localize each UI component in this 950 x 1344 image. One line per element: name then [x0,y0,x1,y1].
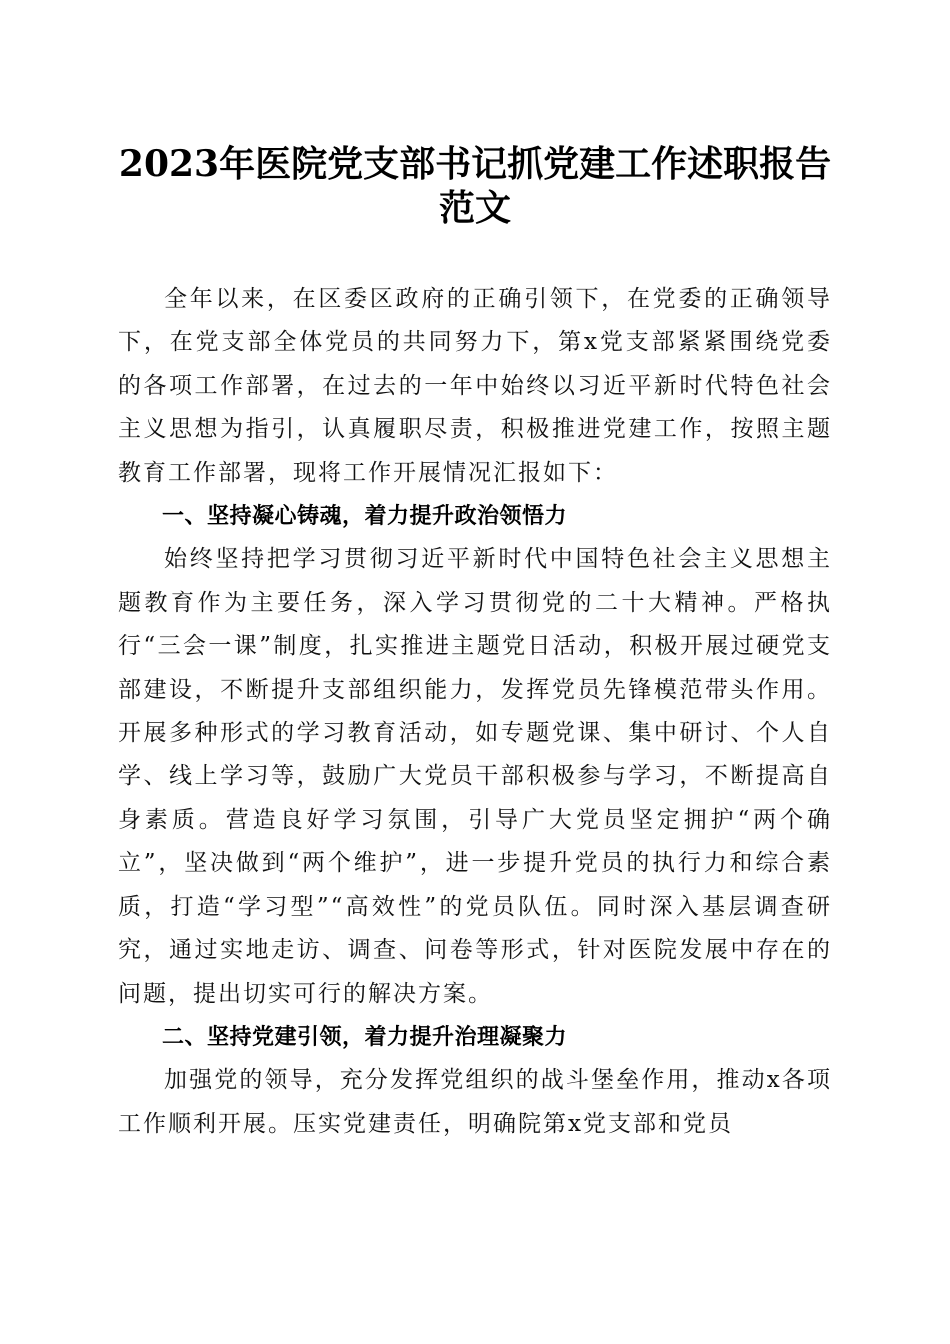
section2-paragraph: 加强党的领导，充分发挥党组织的战斗堡垒作用，推动x各项工作顺利开展。压实党建责任，明确院第x党支部和党员 [118,1067,832,1137]
intro-paragraph: 全年以来，在区委区政府的正确引领下，在党委的正确领导下，在党支部全体党员的共同努力下，第x党支部紧紧围绕党委的各项工作部署，在过去的一年中始终以习近平新时代特色社会主义思想为指引，认真履职尽责，积极推进党建工作，按照主题教育工作部署，现将工作开展情况汇报如下： [118,286,832,486]
section2-heading: 二、坚持党建引领，着力提升治理凝聚力 [162,1024,568,1050]
document-title-line2: 范文 [438,187,511,229]
document-title-line1: 2023年医院党支部书记抓党建工作述职报告 [118,143,832,185]
section1-paragraph: 始终坚持把学习贯彻习近平新时代中国特色社会主义思想主题教育作为主要任务，深入学习贯彻党的二十大精神。严格执行“三会一课”制度，扎实推进主题党日活动，积极开展过硬党支部建设，不断提升支部组织能力，发挥党员先锋模范带头作用。开展多种形式的学习教育活动，如专题党课、集中研讨、个人自学、线上学习等，鼓励广大党员干部积极参与学习，不断提高自身素质。营造良好学习氛围，引导广大党员坚定拥护“两个确立”，坚决做到“两个维护”，进一步提升党员的执行力和综合素质，打造“学习型”“高效性”的党员队伍。同时深入基层调查研究，通过实地走访、调查、问卷等形式，针对医院发展中存在的问题，提出切实可行的解决方案。 [118,546,832,1007]
document-body [118,278,832,1146]
section1-heading: 一、坚持凝心铸魂，着力提升政治领悟力 [162,504,568,530]
